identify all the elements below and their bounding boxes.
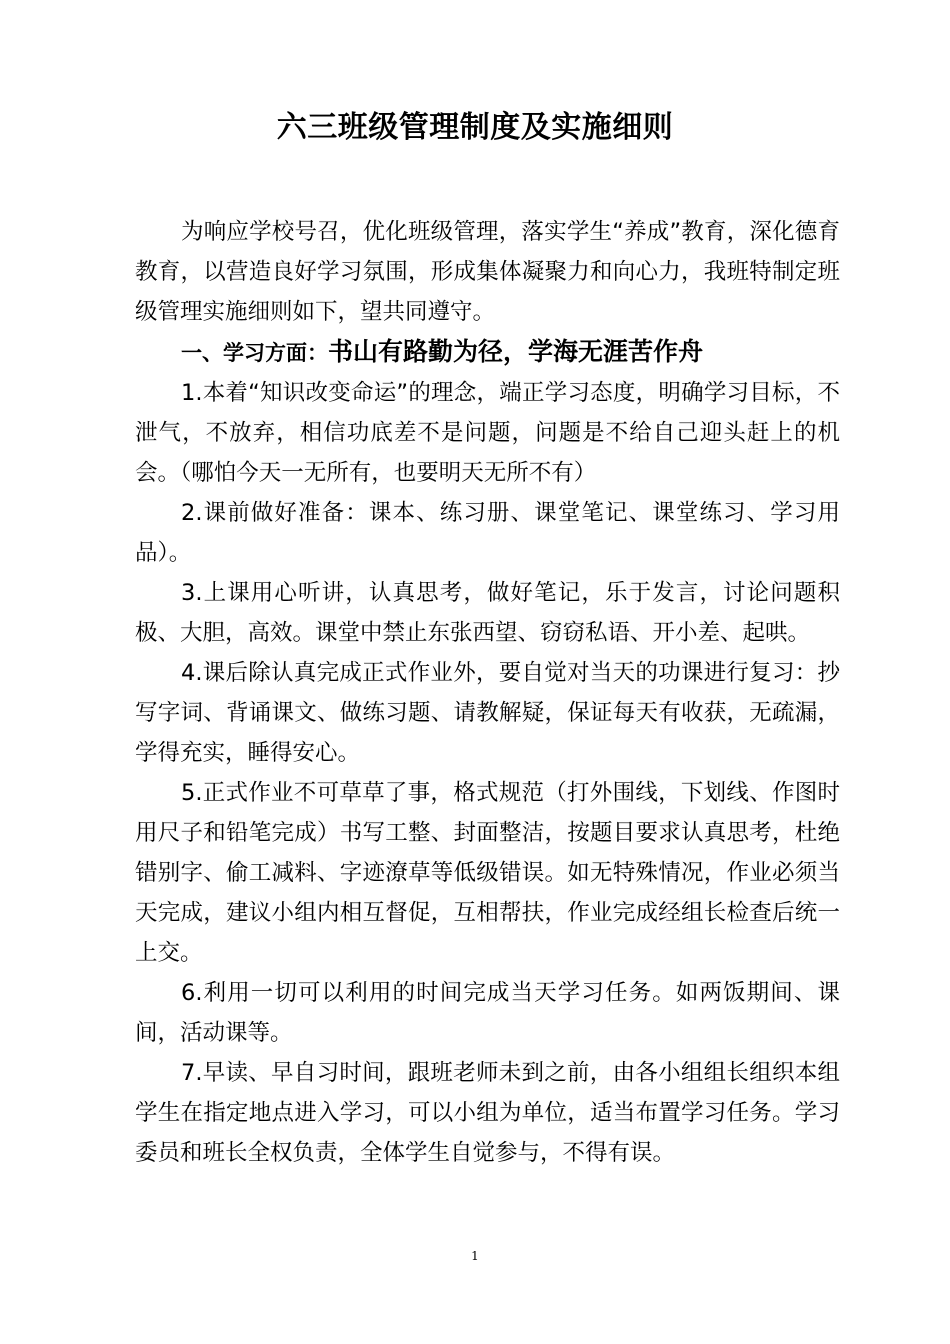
rule-item-3: 3.上课用心听讲，认真思考，做好笔记，乐于发言，讨论问题积极、大胆，高效。课堂中禁止东张西望、窃窃私语、开小差、起哄。: [135, 580, 840, 646]
rule-item-6: 6.利用一切可以利用的时间完成当天学习任务。如两饭期间、课间，活动课等。: [135, 980, 840, 1046]
rule-item-4: 4.课后除认真完成正式作业外，要自觉对当天的功课进行复习：抄写字词、背诵课文、做练习题、请教解疑，保证每天有收获，无疏漏，学得充实，睡得安心。: [135, 660, 840, 766]
page-number: 1: [471, 1249, 479, 1263]
rule-item-5: 5.正式作业不可草草了事，格式规范（打外围线，下划线、作图时用尺子和铅笔完成）书写工整、封面整洁，按题目要求认真思考，杜绝错别字、偷工减料、字迹潦草等低级错误。如无特殊情况，作业必须当天完成，建议小组内相互督促，互相帮扶，作业完成经组长检查后统一上交。: [135, 780, 840, 966]
rule-item-1: 1.本着“知识改变命运”的理念，端正学习态度，明确学习目标，不泄气，不放弃，相信功底差不是问题，问题是不给自己迎头赶上的机会。（哪怕今天一无所有，也要明天无所不有）: [135, 380, 840, 486]
section-heading-study: [135, 332, 840, 373]
intro-paragraph: 为响应学校号召，优化班级管理，落实学生“养成”教育，深化德育教育，以营造良好学习氛围，形成集体凝聚力和向心力，我班特制定班级管理实施细则如下，望共同遵守。: [135, 219, 840, 325]
document-body: [135, 212, 840, 1173]
section-label: 一、学习方面：: [181, 341, 328, 365]
rule-item-7: 7.早读、早自习时间，跟班老师未到之前，由各小组组长组织本组学生在指定地点进入学习，可以小组为单位，适当布置学习任务。学习委员和班长全权负责，全体学生自觉参与，不得有误。: [135, 1060, 840, 1166]
rule-item-2: 2.课前做好准备：课本、练习册、课堂笔记、课堂练习、学习用品）。: [135, 500, 840, 566]
section-motto: 书山有路勤为径，学海无涯苦作舟: [328, 337, 704, 366]
document-title: 六三班级管理制度及实施细则: [276, 110, 674, 145]
